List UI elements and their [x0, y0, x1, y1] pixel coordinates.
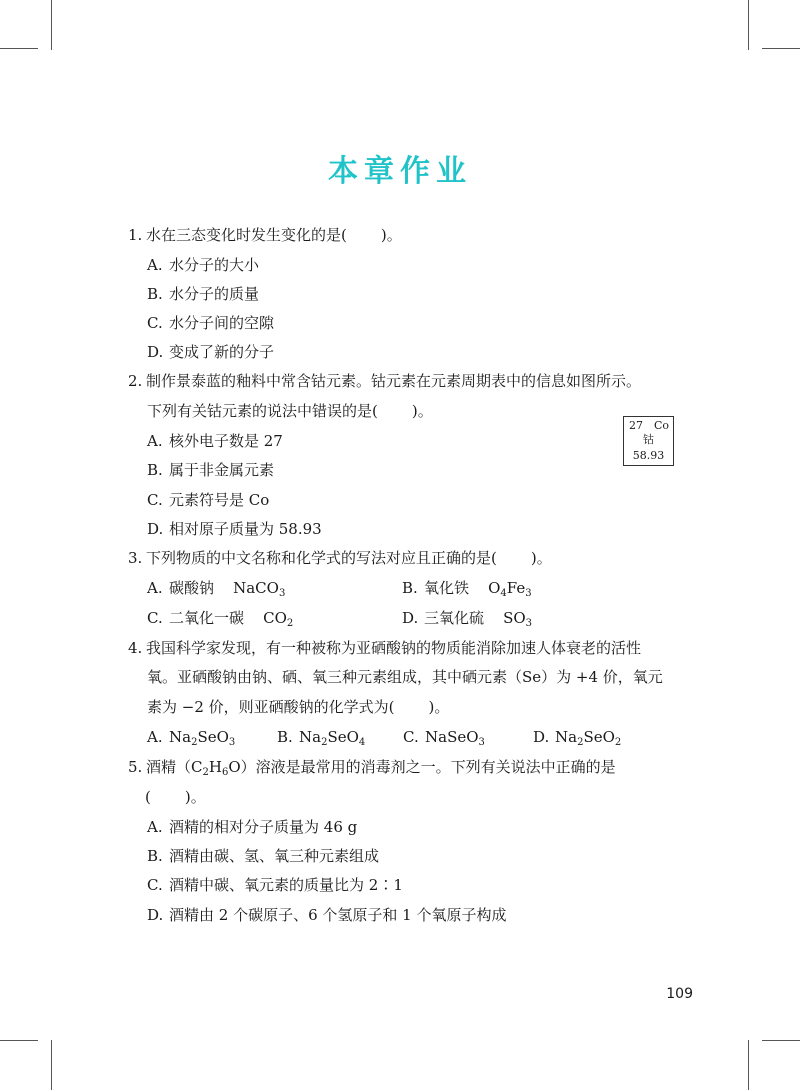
option-label: B.	[147, 847, 163, 865]
option-text: 元素符号是 Co	[169, 491, 270, 509]
question-number: 1.	[128, 226, 143, 244]
crop-mark	[748, 1040, 749, 1090]
page-number: 109	[666, 986, 693, 1002]
option-label: D.	[533, 728, 550, 746]
option-3b	[402, 578, 532, 598]
formula: NaSeO$_3$	[425, 728, 485, 748]
option-text: 属于非金属元素	[169, 461, 275, 479]
element-symbol: Co	[653, 419, 669, 432]
option-label: D.	[147, 343, 164, 361]
option-text: 水分子的质量	[169, 285, 260, 303]
option-1c	[147, 313, 274, 333]
question-5-stem-line2	[145, 787, 206, 807]
option-text: 水分子的大小	[169, 256, 260, 274]
option-1a	[147, 255, 259, 275]
option-label: C.	[147, 314, 163, 332]
question-number: 3.	[128, 549, 143, 567]
question-text: )。	[411, 402, 433, 420]
option-label: A.	[147, 728, 163, 746]
option-5c	[147, 875, 403, 895]
crop-mark	[0, 1040, 38, 1041]
question-2-stem-line2	[147, 401, 433, 421]
atomic-number: 27	[629, 419, 643, 432]
option-text: 酒精的相对分子质量为 46 g	[169, 818, 358, 836]
formula: $Na_2SeO_2$	[555, 728, 622, 748]
question-4-stem-line2	[147, 667, 663, 687]
option-label: D.	[402, 609, 419, 627]
question-number: 4.	[128, 639, 143, 657]
crop-mark	[748, 0, 749, 50]
formula: $Na_2SeO_3$	[169, 728, 236, 748]
option-label: A.	[147, 818, 163, 836]
option-1b	[147, 284, 259, 304]
option-text: 酒精中碳、氧元素的质量比为 2∶1	[169, 876, 403, 894]
option-label: A.	[147, 579, 163, 597]
question-text: 我国科学家发现，有一种被称为亚硒酸钠的物质能消除加速人体衰老的活性	[146, 639, 642, 657]
element-header	[629, 419, 669, 433]
question-text: 制作景泰蓝的釉料中常含钴元素。钴元素在元素周期表中的信息如图所示。	[146, 372, 642, 390]
option-text: 相对原子质量为 58.93	[169, 520, 322, 538]
question-text: 氧。亚硒酸钠由钠、硒、氧三种元素组成，其中硒元素（Se）为 +4 价，氧元	[147, 668, 663, 686]
option-label: A.	[147, 256, 163, 274]
option-2d	[147, 519, 322, 539]
option-text: 核外电子数是 27	[169, 432, 283, 450]
question-5-stem	[128, 757, 616, 777]
option-2c	[147, 490, 269, 510]
question-text: 下列物质的中文名称和化学式的写法对应且正确的是(	[146, 549, 497, 567]
question-number: 2.	[128, 372, 143, 390]
option-5a	[147, 817, 357, 837]
option-label: B.	[402, 579, 418, 597]
option-name: 氧化铁	[424, 579, 470, 597]
crop-mark	[762, 48, 800, 49]
formula: $CO_2$	[263, 609, 294, 629]
option-3c	[147, 608, 293, 628]
question-text: )。	[530, 549, 552, 567]
question-text: (	[145, 788, 151, 806]
option-label: B.	[277, 728, 293, 746]
question-text: )。	[428, 698, 450, 716]
option-5d	[147, 905, 506, 925]
element-name: 钴	[643, 433, 654, 446]
option-3d	[402, 608, 532, 628]
option-text: 变成了新的分子	[169, 343, 275, 361]
atomic-mass: 58.93	[632, 449, 665, 462]
option-name: 三氧化硫	[424, 609, 485, 627]
option-label: D.	[147, 906, 164, 924]
periodic-element-card	[623, 416, 674, 466]
question-3-stem	[128, 548, 552, 568]
question-number: 5.	[128, 758, 143, 776]
option-label: C.	[147, 491, 163, 509]
option-label: C.	[147, 876, 163, 894]
crop-mark	[51, 0, 52, 50]
option-4c	[403, 727, 485, 747]
question-text: 水在三态变化时发生变化的是(	[146, 226, 347, 244]
option-label: B.	[147, 285, 163, 303]
option-label: A.	[147, 432, 163, 450]
question-text: 下列有关钴元素的说法中错误的是(	[147, 402, 378, 420]
formula: $O_4Fe_3$	[488, 579, 532, 599]
option-text: 酒精由 2 个碳原子、6 个氢原子和 1 个氧原子构成	[169, 906, 507, 924]
option-2a	[147, 431, 283, 451]
option-text: 水分子间的空隙	[169, 314, 275, 332]
question-text: 酒精$(C_2H_6O)$溶液是最常用的消毒剂之一。下列有关说法中正确的是	[146, 758, 616, 778]
formula: $Na_2SeO_4$	[299, 728, 366, 748]
formula: NaCO$_3$	[233, 579, 286, 599]
option-1d	[147, 342, 274, 362]
option-4d	[533, 727, 621, 747]
option-4b	[277, 727, 365, 747]
question-2-stem	[128, 371, 641, 391]
option-name: 二氧化一碳	[169, 609, 245, 627]
crop-mark	[51, 1040, 52, 1090]
question-4-stem-line3	[147, 697, 449, 717]
question-4-stem	[128, 638, 641, 658]
option-5b	[147, 846, 379, 866]
question-text: )。	[184, 788, 206, 806]
option-2b	[147, 460, 274, 480]
option-name: 碳酸钠	[169, 579, 215, 597]
option-label: C.	[403, 728, 419, 746]
question-text: )。	[380, 226, 402, 244]
page-title: 本章作业	[328, 154, 472, 189]
option-label: B.	[147, 461, 163, 479]
formula: $SO_3$	[503, 609, 533, 629]
crop-mark	[762, 1040, 800, 1041]
option-label: C.	[147, 609, 163, 627]
option-label: D.	[147, 520, 164, 538]
option-text: 酒精由碳、氢、氧三种元素组成	[169, 847, 380, 865]
question-1-stem	[128, 225, 402, 245]
question-text: 素为 −2 价，则亚硒酸钠的化学式为(	[147, 698, 395, 716]
option-3a	[147, 578, 285, 598]
option-4a	[147, 727, 235, 747]
crop-mark	[0, 48, 38, 49]
